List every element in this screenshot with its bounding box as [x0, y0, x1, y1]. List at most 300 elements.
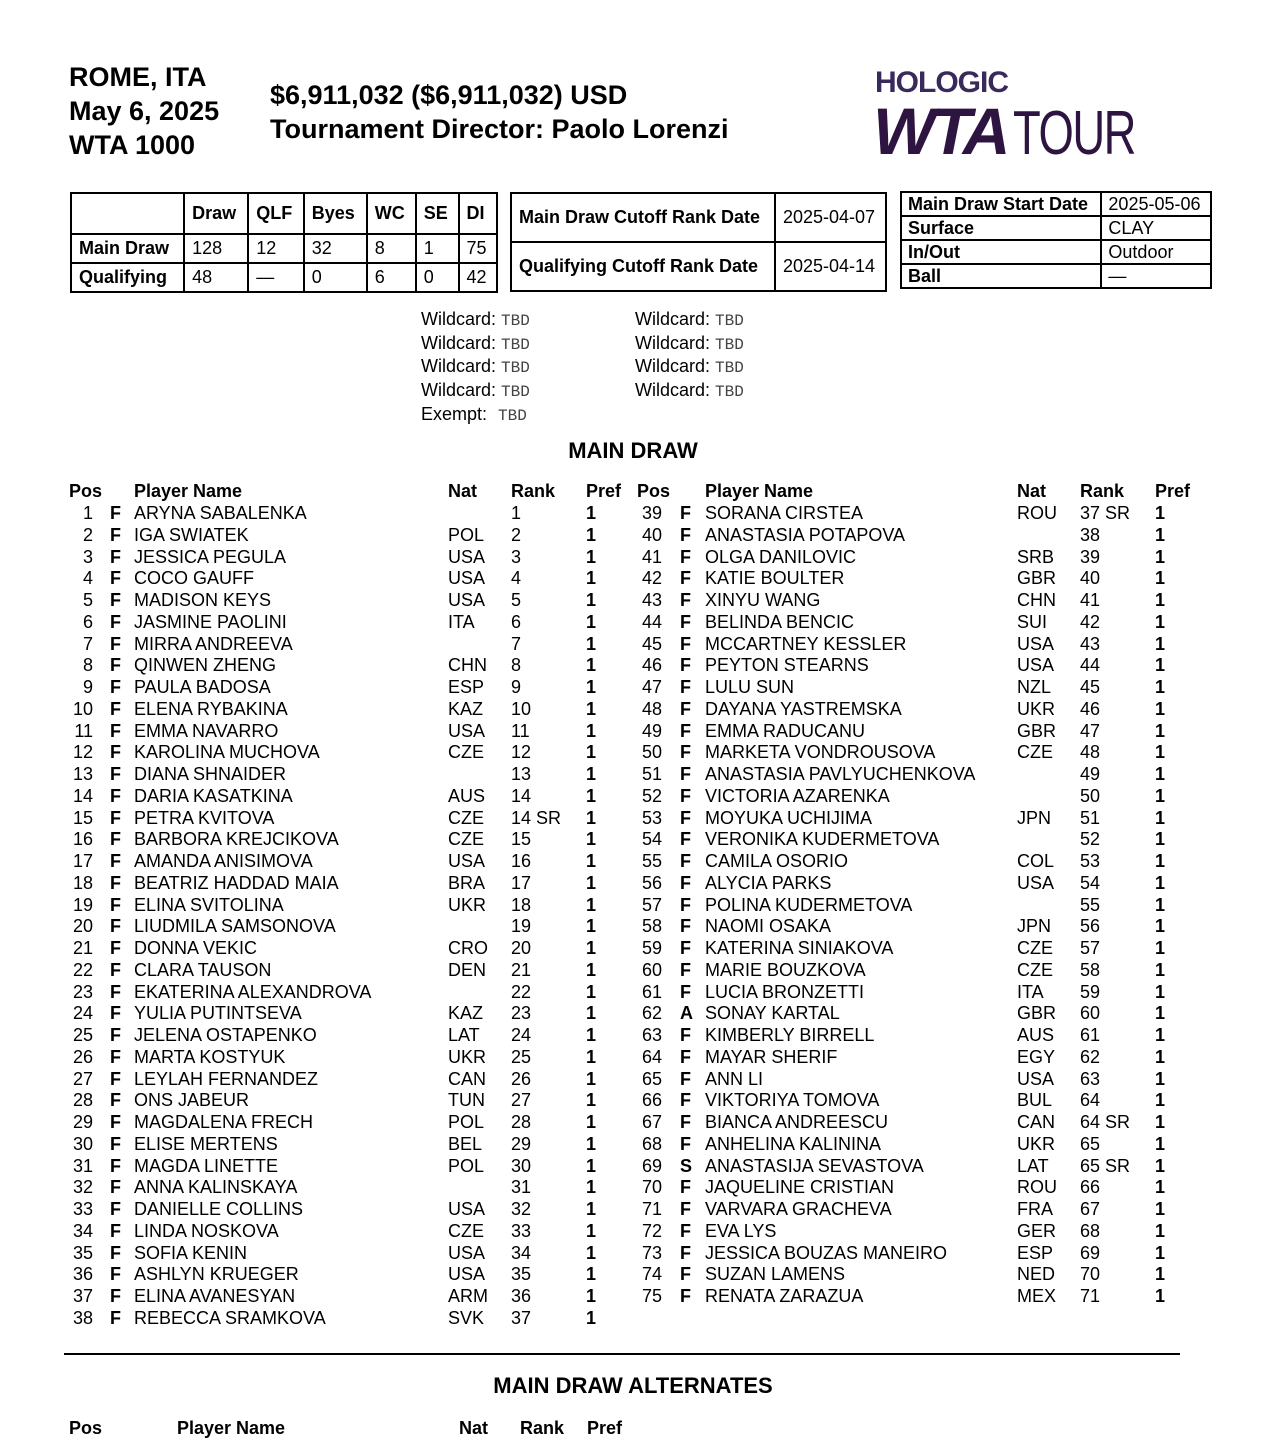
- player-entry-type: F: [110, 1112, 121, 1132]
- player-entry-type: F: [110, 611, 121, 632]
- player-pos: 62: [641, 1003, 662, 1024]
- draw-row-label: Qualifying: [71, 263, 184, 292]
- player-pref: 1: [586, 655, 597, 676]
- player-nat: USA: [448, 590, 486, 610]
- player-nat: ROU: [1017, 503, 1057, 523]
- player-nat: POL: [448, 1112, 485, 1132]
- player-pos: 36: [72, 1264, 93, 1285]
- player-pref: 1: [1155, 1177, 1166, 1198]
- player-name: ANNA KALINSKAYA: [134, 1177, 298, 1198]
- player-name: PEYTON STEARNS: [705, 655, 869, 676]
- player-name: BEATRIZ HADDAD MAIA: [134, 872, 339, 893]
- player-nat: CAN: [1017, 1112, 1056, 1132]
- player-entry-type: F: [680, 677, 691, 697]
- player-rank: 9: [511, 677, 522, 697]
- draw-cell: 6: [367, 263, 416, 292]
- player-rank: 44: [1080, 655, 1101, 676]
- draw-cell: 75: [459, 234, 498, 263]
- player-rank: 65 SR: [1080, 1155, 1131, 1176]
- player-pos: 11: [74, 720, 93, 741]
- player-entry-type: F: [110, 872, 121, 893]
- player-nat: POL: [448, 524, 485, 545]
- player-rank: 71: [1080, 1286, 1101, 1306]
- player-row: [0, 742, 1256, 764]
- player-nat: CZE: [448, 742, 484, 763]
- player-row: [0, 612, 1256, 634]
- player-pref: 1: [586, 851, 597, 871]
- player-nat: USA: [1017, 1068, 1055, 1089]
- player-nat: ESP: [448, 677, 485, 697]
- player-name: DAYANA YASTREMSKA: [705, 698, 902, 719]
- player-pos: 50: [641, 742, 662, 763]
- player-pref: 1: [1155, 720, 1166, 741]
- player-pos: 51: [641, 764, 662, 784]
- player-name: OLGA DANILOVIC: [705, 546, 857, 567]
- player-nat: MEX: [1017, 1286, 1057, 1306]
- player-entry-type: F: [110, 916, 121, 937]
- alternates-title: MAIN DRAW ALTERNATES: [493, 1373, 773, 1398]
- player-pref: 1: [586, 829, 597, 850]
- player-name: DIANA SHNAIDER: [134, 764, 287, 784]
- player-nat: DEN: [448, 959, 487, 980]
- player-name: ANHELINA KALININA: [705, 1133, 882, 1154]
- player-nat: USA: [448, 1242, 486, 1263]
- player-rank: 69: [1080, 1242, 1101, 1263]
- player-name: XINYU WANG: [705, 590, 821, 610]
- player-nat: CZE: [448, 1220, 484, 1241]
- player-row: [0, 590, 1256, 612]
- player-nat: AUS: [1017, 1025, 1055, 1045]
- player-name: EVA LYS: [705, 1220, 777, 1241]
- player-rank: 63: [1080, 1068, 1101, 1089]
- tournament-director: Tournament Director: Paolo Lorenzi: [270, 114, 729, 144]
- player-rank: 48: [1080, 742, 1101, 763]
- player-entry-type: F: [680, 568, 691, 589]
- player-row: [0, 1286, 1256, 1308]
- player-rank: 47: [1080, 720, 1101, 741]
- player-name: ASHLYN KRUEGER: [134, 1264, 299, 1285]
- player-name: MARIE BOUZKOVA: [705, 959, 866, 980]
- player-name: EMMA RADUCANU: [705, 720, 866, 741]
- player-pref: 1: [586, 1133, 597, 1154]
- player-rank: 28: [511, 1112, 532, 1132]
- player-nat: CZE: [1017, 938, 1053, 958]
- alt-col-header-pos: Pos: [69, 1418, 103, 1438]
- wildcard-value: TBD: [715, 383, 744, 402]
- player-row: [0, 808, 1256, 830]
- player-pref: 1: [1155, 742, 1166, 763]
- player-rank: 68: [1080, 1220, 1101, 1241]
- player-name: ANASTASIA PAVLYUCHENKOVA: [705, 764, 976, 784]
- player-entry-type: F: [680, 720, 691, 741]
- player-entry-type: F: [680, 807, 691, 828]
- player-nat: USA: [1017, 655, 1055, 676]
- wildcard-entry: [635, 380, 744, 404]
- player-rank: 24: [511, 1025, 532, 1045]
- player-entry-type: F: [110, 807, 121, 828]
- col-header-pref-left: Pref: [586, 481, 622, 501]
- player-pos: 1: [82, 503, 93, 523]
- player-name: DANIELLE COLLINS: [134, 1199, 304, 1219]
- player-nat: USA: [448, 1264, 486, 1285]
- player-pos: 67: [641, 1112, 662, 1132]
- player-rank: 51: [1080, 807, 1101, 828]
- player-row: [0, 1156, 1256, 1178]
- player-name: MIRRA ANDREEVA: [134, 633, 293, 654]
- player-pos: 38: [72, 1307, 93, 1328]
- player-pos: 45: [641, 633, 662, 654]
- info-value: CLAY: [1101, 216, 1211, 240]
- player-pos: 48: [641, 698, 662, 719]
- info-value: —: [1101, 264, 1211, 288]
- player-pref: 1: [1155, 1286, 1166, 1306]
- player-pos: 42: [641, 568, 662, 589]
- draw-header-di: DI: [459, 193, 498, 234]
- player-pref: 1: [586, 1155, 597, 1176]
- player-pos: 28: [72, 1090, 93, 1111]
- player-rank: 58: [1080, 959, 1101, 980]
- player-name: MARKETA VONDROUSOVA: [705, 742, 936, 763]
- player-nat: SUI: [1017, 611, 1048, 632]
- player-row: [0, 851, 1256, 873]
- col-header-pos-left: Pos: [69, 481, 103, 501]
- player-pref: 1: [1155, 1068, 1166, 1089]
- player-entry-type: F: [110, 677, 121, 697]
- player-nat: USA: [448, 568, 486, 589]
- wildcard-label: Wildcard:: [635, 356, 711, 377]
- player-rank: 1: [511, 503, 522, 523]
- player-name: BARBORA KREJCIKOVA: [134, 829, 339, 850]
- player-pref: 1: [586, 1264, 597, 1285]
- player-pref: 1: [1155, 1242, 1166, 1263]
- player-name: KATIE BOULTER: [705, 568, 845, 589]
- wildcard-value: TBD: [501, 335, 530, 354]
- player-row: [0, 1177, 1256, 1199]
- player-pref: 1: [586, 785, 597, 806]
- player-pos: 22: [72, 959, 93, 980]
- player-name: QINWEN ZHENG: [134, 655, 276, 676]
- player-name: MOYUKA UCHIJIMA: [705, 807, 873, 828]
- wildcard-label: Wildcard:: [421, 309, 497, 329]
- player-entry-type: F: [110, 1090, 121, 1111]
- player-name: MADISON KEYS: [134, 590, 272, 610]
- player-row: [0, 1003, 1256, 1025]
- col-header-name-left: Player Name: [134, 481, 243, 501]
- player-pos: 23: [72, 981, 93, 1002]
- player-nat: UKR: [1017, 698, 1056, 719]
- player-pos: 74: [641, 1264, 662, 1285]
- player-pos: 20: [72, 916, 93, 937]
- player-rank: 35: [511, 1264, 532, 1285]
- wildcard-label: Wildcard:: [421, 356, 497, 377]
- player-rank: 7: [511, 633, 522, 654]
- draw-cell: —: [248, 263, 304, 292]
- player-name: ARYNA SABALENKA: [134, 503, 307, 523]
- player-entry-type: F: [110, 1242, 121, 1263]
- player-row: [0, 1221, 1256, 1243]
- player-name: MCCARTNEY KESSLER: [705, 633, 907, 654]
- logo-tour-text: TOUR: [1013, 99, 1135, 168]
- player-pref: 1: [586, 894, 597, 915]
- player-name: NAOMI OSAKA: [705, 916, 832, 937]
- player-row: [0, 1025, 1256, 1047]
- player-entry-type: F: [110, 720, 121, 741]
- player-entry-type: F: [110, 785, 121, 806]
- alt-col-header-nat: Nat: [459, 1418, 489, 1438]
- player-name: YULIA PUTINTSEVA: [134, 1003, 302, 1024]
- player-pref: 1: [1155, 655, 1166, 676]
- player-pref: 1: [1155, 1003, 1166, 1024]
- player-entry-type: F: [110, 959, 121, 980]
- player-pos: 61: [641, 981, 662, 1002]
- player-pos: 34: [72, 1220, 93, 1241]
- section-divider: [64, 1353, 1180, 1355]
- player-name: VIKTORIYA TOMOVA: [705, 1090, 880, 1111]
- player-pos: 71: [641, 1199, 662, 1219]
- player-rank: 31: [511, 1177, 532, 1198]
- player-row: [0, 1308, 1256, 1330]
- player-name: SUZAN LAMENS: [705, 1264, 846, 1285]
- player-nat: BEL: [448, 1133, 483, 1154]
- player-pref: 1: [1155, 938, 1166, 958]
- player-rank: 61: [1080, 1025, 1101, 1045]
- wildcard-label: Wildcard:: [421, 380, 497, 401]
- cutoff-label: Qualifying Cutoff Rank Date: [511, 242, 775, 291]
- wildcard-label: Wildcard:: [421, 332, 497, 353]
- player-pos: 56: [641, 872, 662, 893]
- player-name: DARIA KASATKINA: [134, 785, 293, 806]
- player-rank: 54: [1080, 872, 1101, 893]
- player-pos: 4: [82, 568, 93, 589]
- player-pos: 7: [82, 633, 93, 654]
- player-rank: 37: [511, 1307, 532, 1328]
- player-name: KATERINA SINIAKOVA: [705, 938, 894, 958]
- player-name: LINDA NOSKOVA: [134, 1220, 279, 1241]
- player-pos: 39: [641, 503, 662, 523]
- player-pref: 1: [586, 1068, 597, 1089]
- player-pos: 41: [641, 546, 662, 567]
- tournament-date: May 6, 2025: [69, 96, 220, 126]
- player-pos: 69: [641, 1155, 662, 1176]
- draw-header-se: SE: [416, 193, 459, 234]
- player-pos: 30: [72, 1133, 93, 1154]
- tournament-location-block: [69, 60, 219, 162]
- player-pos: 16: [72, 829, 93, 850]
- player-rank: 6: [511, 611, 522, 632]
- player-nat: CHN: [1017, 590, 1056, 610]
- player-name: ELENA RYBAKINA: [134, 698, 288, 719]
- player-rank: 45: [1080, 677, 1101, 697]
- player-entry-type: F: [110, 894, 121, 915]
- player-entry-type: F: [110, 503, 121, 523]
- player-name: POLINA KUDERMETOVA: [705, 894, 913, 915]
- wildcard-entry: [421, 333, 530, 357]
- player-rank: 64 SR: [1080, 1112, 1131, 1132]
- player-rank: 66: [1080, 1177, 1101, 1198]
- player-rank: 2: [511, 524, 522, 545]
- player-entry-type: F: [110, 1307, 121, 1328]
- player-entry-type: F: [110, 851, 121, 871]
- player-rank: 60: [1080, 1003, 1101, 1024]
- player-name: VERONIKA KUDERMETOVA: [705, 829, 940, 850]
- player-rank: 25: [511, 1046, 532, 1067]
- player-name: EKATERINA ALEXANDROVA: [134, 981, 372, 1002]
- player-rank: 62: [1080, 1046, 1101, 1067]
- player-pos: 18: [72, 872, 93, 893]
- player-nat: CZE: [1017, 742, 1053, 763]
- player-entry-type: F: [680, 981, 691, 1002]
- player-row: [0, 699, 1256, 721]
- player-pos: 24: [72, 1003, 93, 1024]
- player-rank: 50: [1080, 785, 1101, 806]
- player-nat: ARM: [448, 1286, 488, 1306]
- wta-tour-logo: [873, 64, 1143, 168]
- player-entry-type: F: [110, 764, 121, 784]
- cutoff-label: Main Draw Cutoff Rank Date: [511, 193, 775, 242]
- player-row: [0, 568, 1256, 590]
- player-nat: GER: [1017, 1220, 1057, 1241]
- player-nat: SRB: [1017, 546, 1055, 567]
- player-rank: 11: [511, 720, 530, 741]
- tournament-category: WTA 1000: [69, 130, 196, 160]
- player-pos: 26: [72, 1046, 93, 1067]
- player-nat: JPN: [1017, 807, 1052, 828]
- player-nat: CZE: [448, 807, 484, 828]
- player-rank: 33: [511, 1220, 532, 1241]
- player-rank: 56: [1080, 916, 1101, 937]
- player-rank: 21: [511, 959, 532, 980]
- player-pref: 1: [1155, 851, 1166, 871]
- player-name: AMANDA ANISIMOVA: [134, 851, 313, 871]
- player-rank: 55: [1080, 894, 1101, 915]
- player-rank: 12: [511, 742, 532, 763]
- player-entry-type: F: [110, 1133, 121, 1154]
- player-row: [0, 938, 1256, 960]
- info-label: Main Draw Start Date: [901, 192, 1101, 216]
- wildcard-entry: [421, 356, 530, 380]
- player-nat: GBR: [1017, 720, 1057, 741]
- draw-header-qlf: QLF: [248, 193, 304, 234]
- player-rank: 8: [511, 655, 522, 676]
- player-nat: AUS: [448, 785, 486, 806]
- player-entry-type: F: [110, 546, 121, 567]
- player-rank: 59: [1080, 981, 1101, 1002]
- draw-cell: 42: [459, 263, 498, 292]
- player-pos: 40: [641, 524, 662, 545]
- player-pos: 10: [72, 698, 93, 719]
- player-rank: 14: [511, 785, 532, 806]
- player-pref: 1: [586, 633, 597, 654]
- player-name: JAQUELINE CRISTIAN: [705, 1177, 895, 1198]
- player-row: [0, 1264, 1256, 1286]
- tournament-city: ROME, ITA: [69, 62, 207, 92]
- player-entry-type: F: [110, 1199, 121, 1219]
- player-nat: TUN: [448, 1090, 485, 1111]
- player-pref: 1: [1155, 1090, 1166, 1111]
- player-pref: 1: [1155, 1112, 1166, 1132]
- player-rank: 41: [1080, 590, 1101, 610]
- player-entry-type: A: [680, 1003, 693, 1024]
- player-row: [0, 982, 1256, 1004]
- player-entry-type: F: [680, 1242, 691, 1263]
- logo-wta-text: WTA: [873, 94, 1007, 168]
- player-nat: CHN: [448, 655, 487, 676]
- player-rank: 67: [1080, 1199, 1101, 1219]
- player-name: CLARA TAUSON: [134, 959, 272, 980]
- player-name: ELISE MERTENS: [134, 1133, 278, 1154]
- player-pos: 3: [82, 546, 93, 567]
- player-row: [0, 655, 1256, 677]
- player-entry-type: F: [680, 1068, 691, 1089]
- player-name: DONNA VEKIC: [134, 938, 258, 958]
- player-nat: ITA: [1017, 981, 1044, 1002]
- player-pref: 1: [1155, 785, 1166, 806]
- info-label: In/Out: [901, 240, 1101, 264]
- cutoff-value: 2025-04-07: [775, 193, 886, 242]
- player-entry-type: F: [110, 1046, 121, 1067]
- player-pos: 35: [72, 1242, 93, 1263]
- draw-cell: 0: [304, 263, 367, 292]
- player-entry-type: F: [110, 938, 121, 958]
- player-pref: 1: [1155, 1133, 1166, 1154]
- player-pref: 1: [586, 1286, 597, 1306]
- player-pref: 1: [586, 981, 597, 1002]
- player-pref: 1: [586, 677, 597, 697]
- player-name: CAMILA OSORIO: [705, 851, 849, 871]
- player-pref: 1: [586, 1199, 597, 1219]
- player-row: [0, 916, 1256, 938]
- player-row: [0, 721, 1256, 743]
- draw-header-draw: Draw: [184, 193, 248, 234]
- player-pref: 1: [1155, 1220, 1166, 1241]
- player-name: LULU SUN: [705, 677, 795, 697]
- cutoff-value: 2025-04-14: [775, 242, 886, 291]
- player-nat: ESP: [1017, 1242, 1054, 1263]
- player-entry-type: F: [110, 981, 121, 1002]
- draw-cell: 1: [416, 234, 459, 263]
- player-pref: 1: [586, 872, 597, 893]
- draw-cell: 12: [248, 234, 304, 263]
- player-nat: NZL: [1017, 677, 1052, 697]
- player-nat: CAN: [448, 1068, 487, 1089]
- player-nat: USA: [448, 546, 486, 567]
- player-pos: 53: [641, 807, 662, 828]
- player-name: VARVARA GRACHEVA: [705, 1199, 892, 1219]
- player-row: [0, 1047, 1256, 1069]
- player-entry-type: F: [110, 1286, 121, 1306]
- player-pos: 60: [641, 959, 662, 980]
- player-row: [0, 634, 1256, 656]
- player-row: [0, 1069, 1256, 1091]
- player-rank: 26: [511, 1068, 532, 1089]
- player-name: IGA SWIATEK: [134, 524, 249, 545]
- player-pref: 1: [586, 807, 597, 828]
- player-name: JESSICA PEGULA: [134, 546, 287, 567]
- player-row: [0, 1112, 1256, 1134]
- player-pref: 1: [1155, 916, 1166, 937]
- exempt-value: TBD: [498, 406, 527, 425]
- player-name: PAULA BADOSA: [134, 677, 271, 697]
- player-entry-type: F: [110, 1155, 121, 1176]
- player-nat: KAZ: [448, 698, 484, 719]
- player-pref: 1: [1155, 1025, 1166, 1045]
- player-rank: 16: [511, 851, 532, 871]
- player-entry-type: F: [680, 1199, 691, 1219]
- player-row: [0, 1134, 1256, 1156]
- player-rank: 40: [1080, 568, 1101, 589]
- player-rank: 42: [1080, 611, 1101, 632]
- player-pos: 43: [641, 590, 662, 610]
